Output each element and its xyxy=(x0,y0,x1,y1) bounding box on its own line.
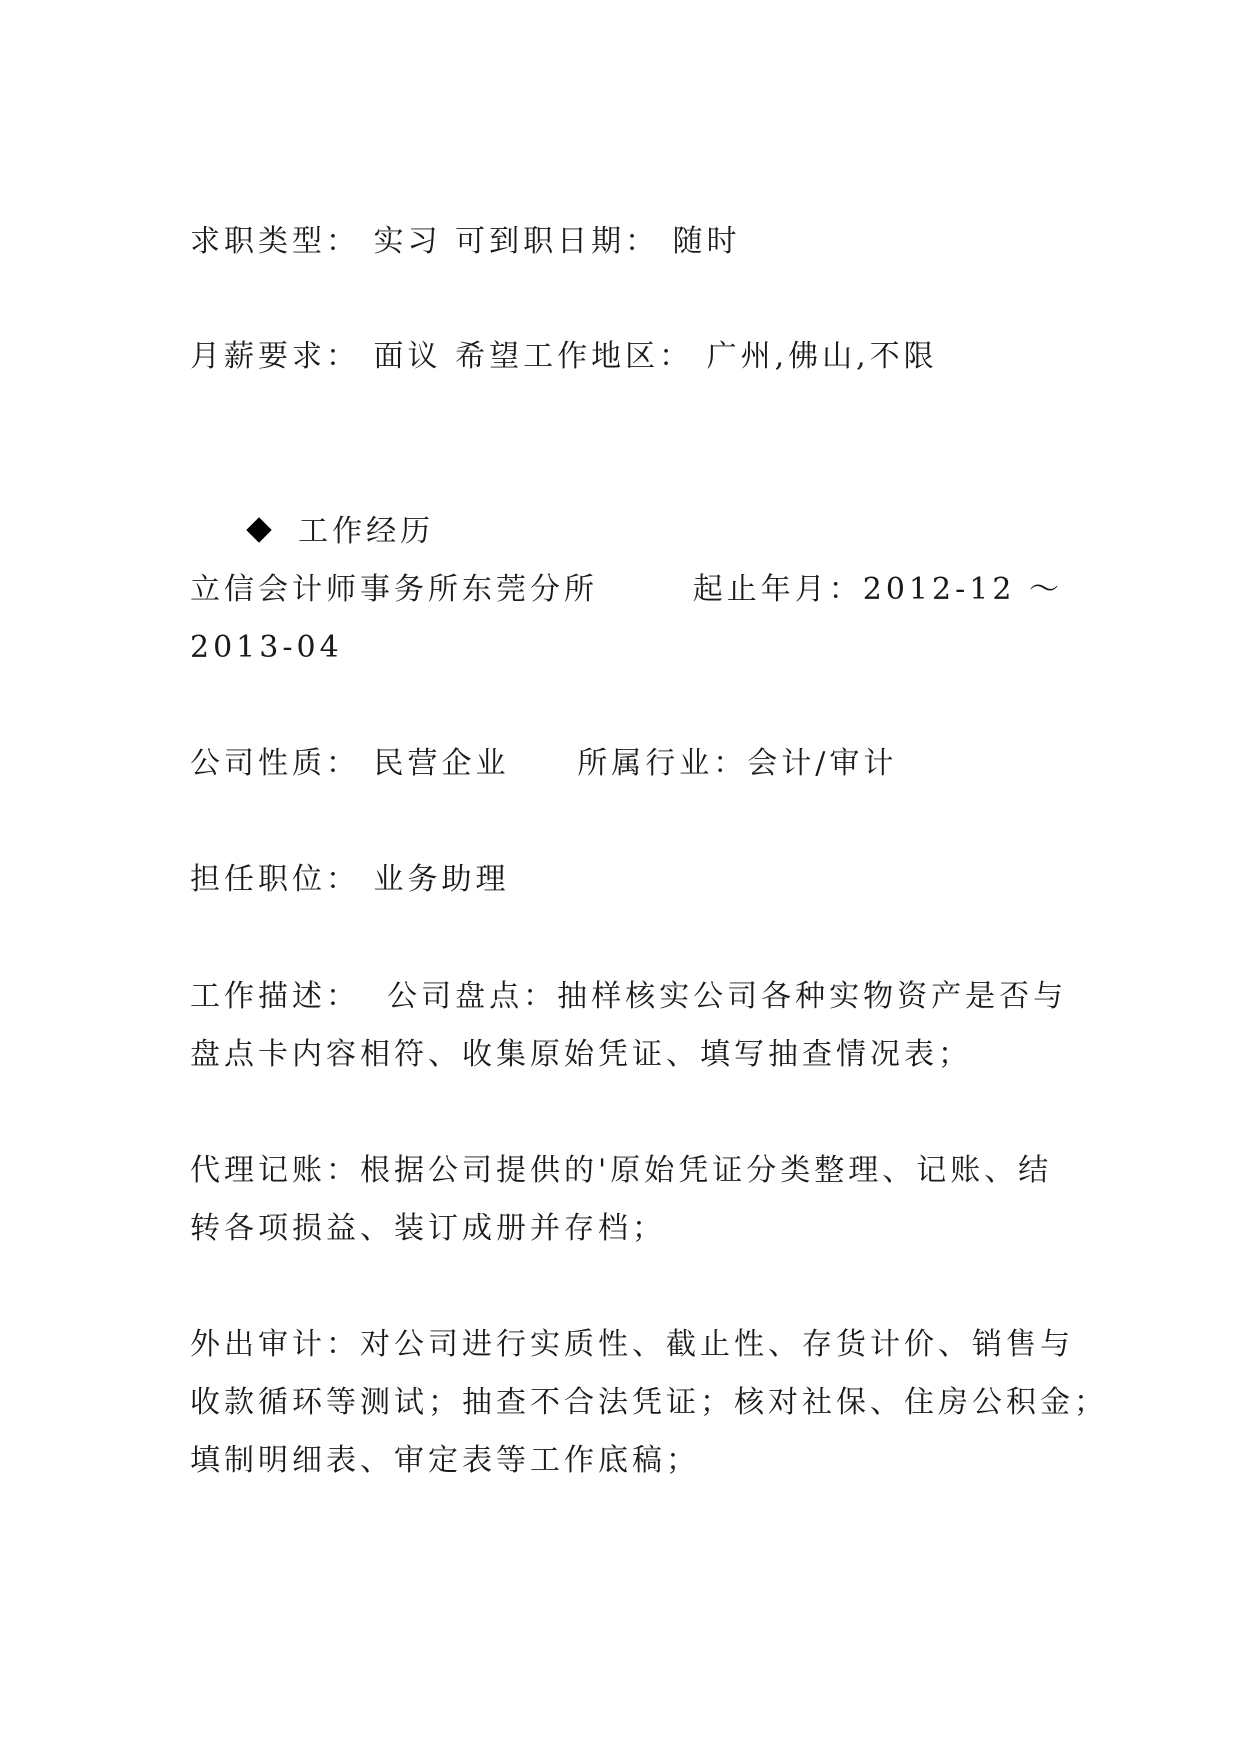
salary-line: 月薪要求： 面议 希望工作地区： 广州,佛山,不限 xyxy=(190,339,938,374)
company-nature-line: 公司性质： 民营企业 所属行业：会计/审计 xyxy=(190,746,898,781)
description-line: 填制明细表、审定表等工作底稿； xyxy=(190,1443,700,1478)
work-description-audit xyxy=(190,1316,1108,1490)
company-period-line-2: 2013-04 xyxy=(190,630,343,665)
description-line: 代理记账：根据公司提供的'原始凭证分类整理、记账、结 xyxy=(190,1153,1053,1188)
section-title: 工作经历 xyxy=(298,514,435,549)
description-line: 转各项损益、装订成册并存档； xyxy=(190,1211,666,1246)
diamond-bullet-icon xyxy=(246,517,271,542)
description-line: 外出审计：对公司进行实质性、截止性、存货计价、销售与 xyxy=(190,1327,1074,1362)
position-line: 担任职位： 业务助理 xyxy=(190,862,510,897)
work-description-bookkeeping xyxy=(190,1142,1070,1258)
company-period-line-1: 立信会计师事务所东莞分所 起止年月：2012-12 ～ xyxy=(190,572,1063,607)
description-line: 盘点卡内容相符、收集原始凭证、填写抽查情况表； xyxy=(190,1037,972,1072)
work-description-inventory xyxy=(190,968,1070,1084)
description-line: 收款循环等测试；抽查不合法凭证；核对社保、住房公积金； xyxy=(190,1385,1108,1420)
job-type-line: 求职类型： 实习 可到职日期： 随时 xyxy=(190,224,741,259)
company-period xyxy=(190,561,1070,677)
description-line: 工作描述： 公司盘点：抽样核实公司各种实物资产是否与 xyxy=(190,979,1068,1014)
